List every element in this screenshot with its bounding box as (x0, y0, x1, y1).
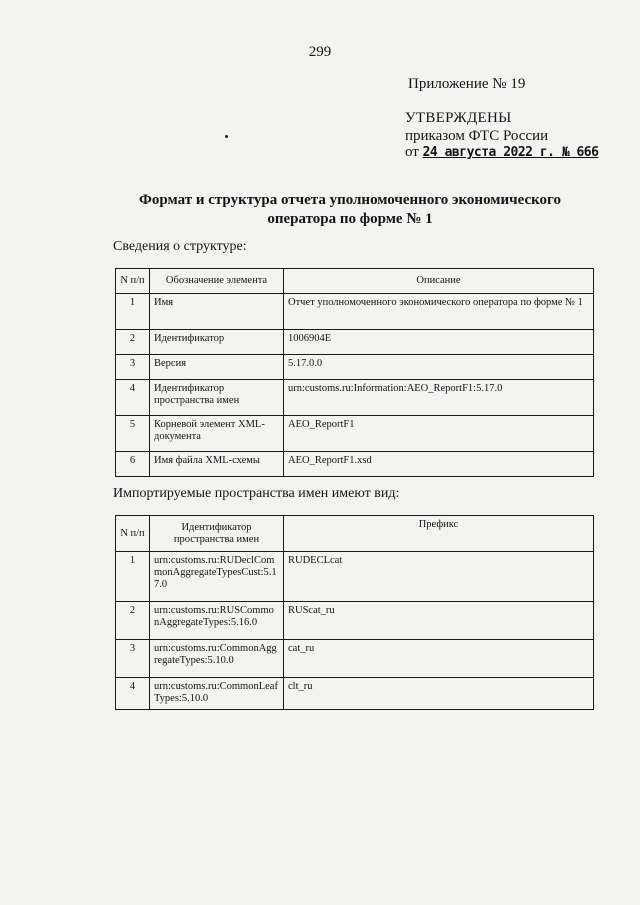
header-num: N п/п (116, 269, 150, 294)
title-line-2: оператора по форме № 1 (267, 211, 433, 227)
table-row (116, 416, 594, 452)
row-number: 3 (116, 640, 150, 678)
appendix-label: Приложение № 19 (408, 76, 526, 92)
element-description: AEO_ReportF1 (284, 416, 594, 452)
structure-label: Сведения о структуре: (113, 239, 247, 254)
title-line-1: Формат и структура отчета уполномоченного экономического (138, 192, 561, 208)
page-number: 299 (308, 44, 332, 60)
namespaces-header-row (116, 516, 594, 552)
order-date-line (405, 144, 598, 161)
element-description: 1006904E (284, 330, 594, 355)
table-row (116, 640, 594, 678)
document-title (110, 191, 590, 229)
element-name: Имя файла XML-схемы (150, 452, 284, 477)
row-number: 1 (116, 294, 150, 330)
namespaces-table (115, 515, 594, 710)
element-name: Имя (150, 294, 284, 330)
table-row (116, 355, 594, 380)
row-number: 4 (116, 678, 150, 710)
element-description: urn:customs.ru:Information:AEO_ReportF1:5.17.0 (284, 380, 594, 416)
element-description: Отчет уполномоченного экономического оператора по форме № 1 (284, 294, 594, 330)
namespace-prefix: RUScat_ru (284, 602, 594, 640)
header-namespace: Идентификатор пространства имен (150, 516, 284, 552)
element-name: Корневой элемент XML-документа (150, 416, 284, 452)
namespace-prefix: cat_ru (284, 640, 594, 678)
table-row (116, 380, 594, 416)
table-row (116, 294, 594, 330)
element-name: Версия (150, 355, 284, 380)
header-prefix: Префикс (284, 516, 594, 552)
row-number: 3 (116, 355, 150, 380)
table-row (116, 602, 594, 640)
handwritten-date: 24 августа 2022 г. № 666 (422, 145, 599, 160)
table-row (116, 678, 594, 710)
row-number: 5 (116, 416, 150, 452)
row-number: 6 (116, 452, 150, 477)
row-number: 1 (116, 552, 150, 602)
namespace-prefix: clt_ru (284, 678, 594, 710)
scan-speck (225, 135, 228, 138)
namespace-prefix: RUDECLcat (284, 552, 594, 602)
namespaces-label: Импортируемые пространства имен имеют вид: (113, 486, 400, 501)
table-row (116, 452, 594, 477)
table-row (116, 552, 594, 602)
structure-header-row (116, 269, 594, 294)
element-description: 5.17.0.0 (284, 355, 594, 380)
row-number: 4 (116, 380, 150, 416)
namespace-id: urn:customs.ru:CommonAggregateTypes:5.10.0 (150, 640, 284, 678)
approved-heading: УТВЕРЖДЕНЫ (405, 110, 512, 126)
date-prefix: от (405, 144, 419, 160)
header-num: N п/п (116, 516, 150, 552)
row-number: 2 (116, 330, 150, 355)
row-number: 2 (116, 602, 150, 640)
header-element: Обозначение элемента (150, 269, 284, 294)
element-name: Идентификатор (150, 330, 284, 355)
namespace-id: urn:customs.ru:RUDeclCommonAggregateTypesCust:5.17.0 (150, 552, 284, 602)
order-reference: приказом ФТС России (405, 128, 549, 144)
namespace-id: urn:customs.ru:CommonLeafTypes:5.10.0 (150, 678, 284, 710)
element-name: Идентификатор пространства имен (150, 380, 284, 416)
header-description: Описание (284, 269, 594, 294)
structure-table (115, 268, 594, 477)
element-description: AEO_ReportF1.xsd (284, 452, 594, 477)
namespace-id: urn:customs.ru:RUSCommonAggregateTypes:5.16.0 (150, 602, 284, 640)
table-row (116, 330, 594, 355)
